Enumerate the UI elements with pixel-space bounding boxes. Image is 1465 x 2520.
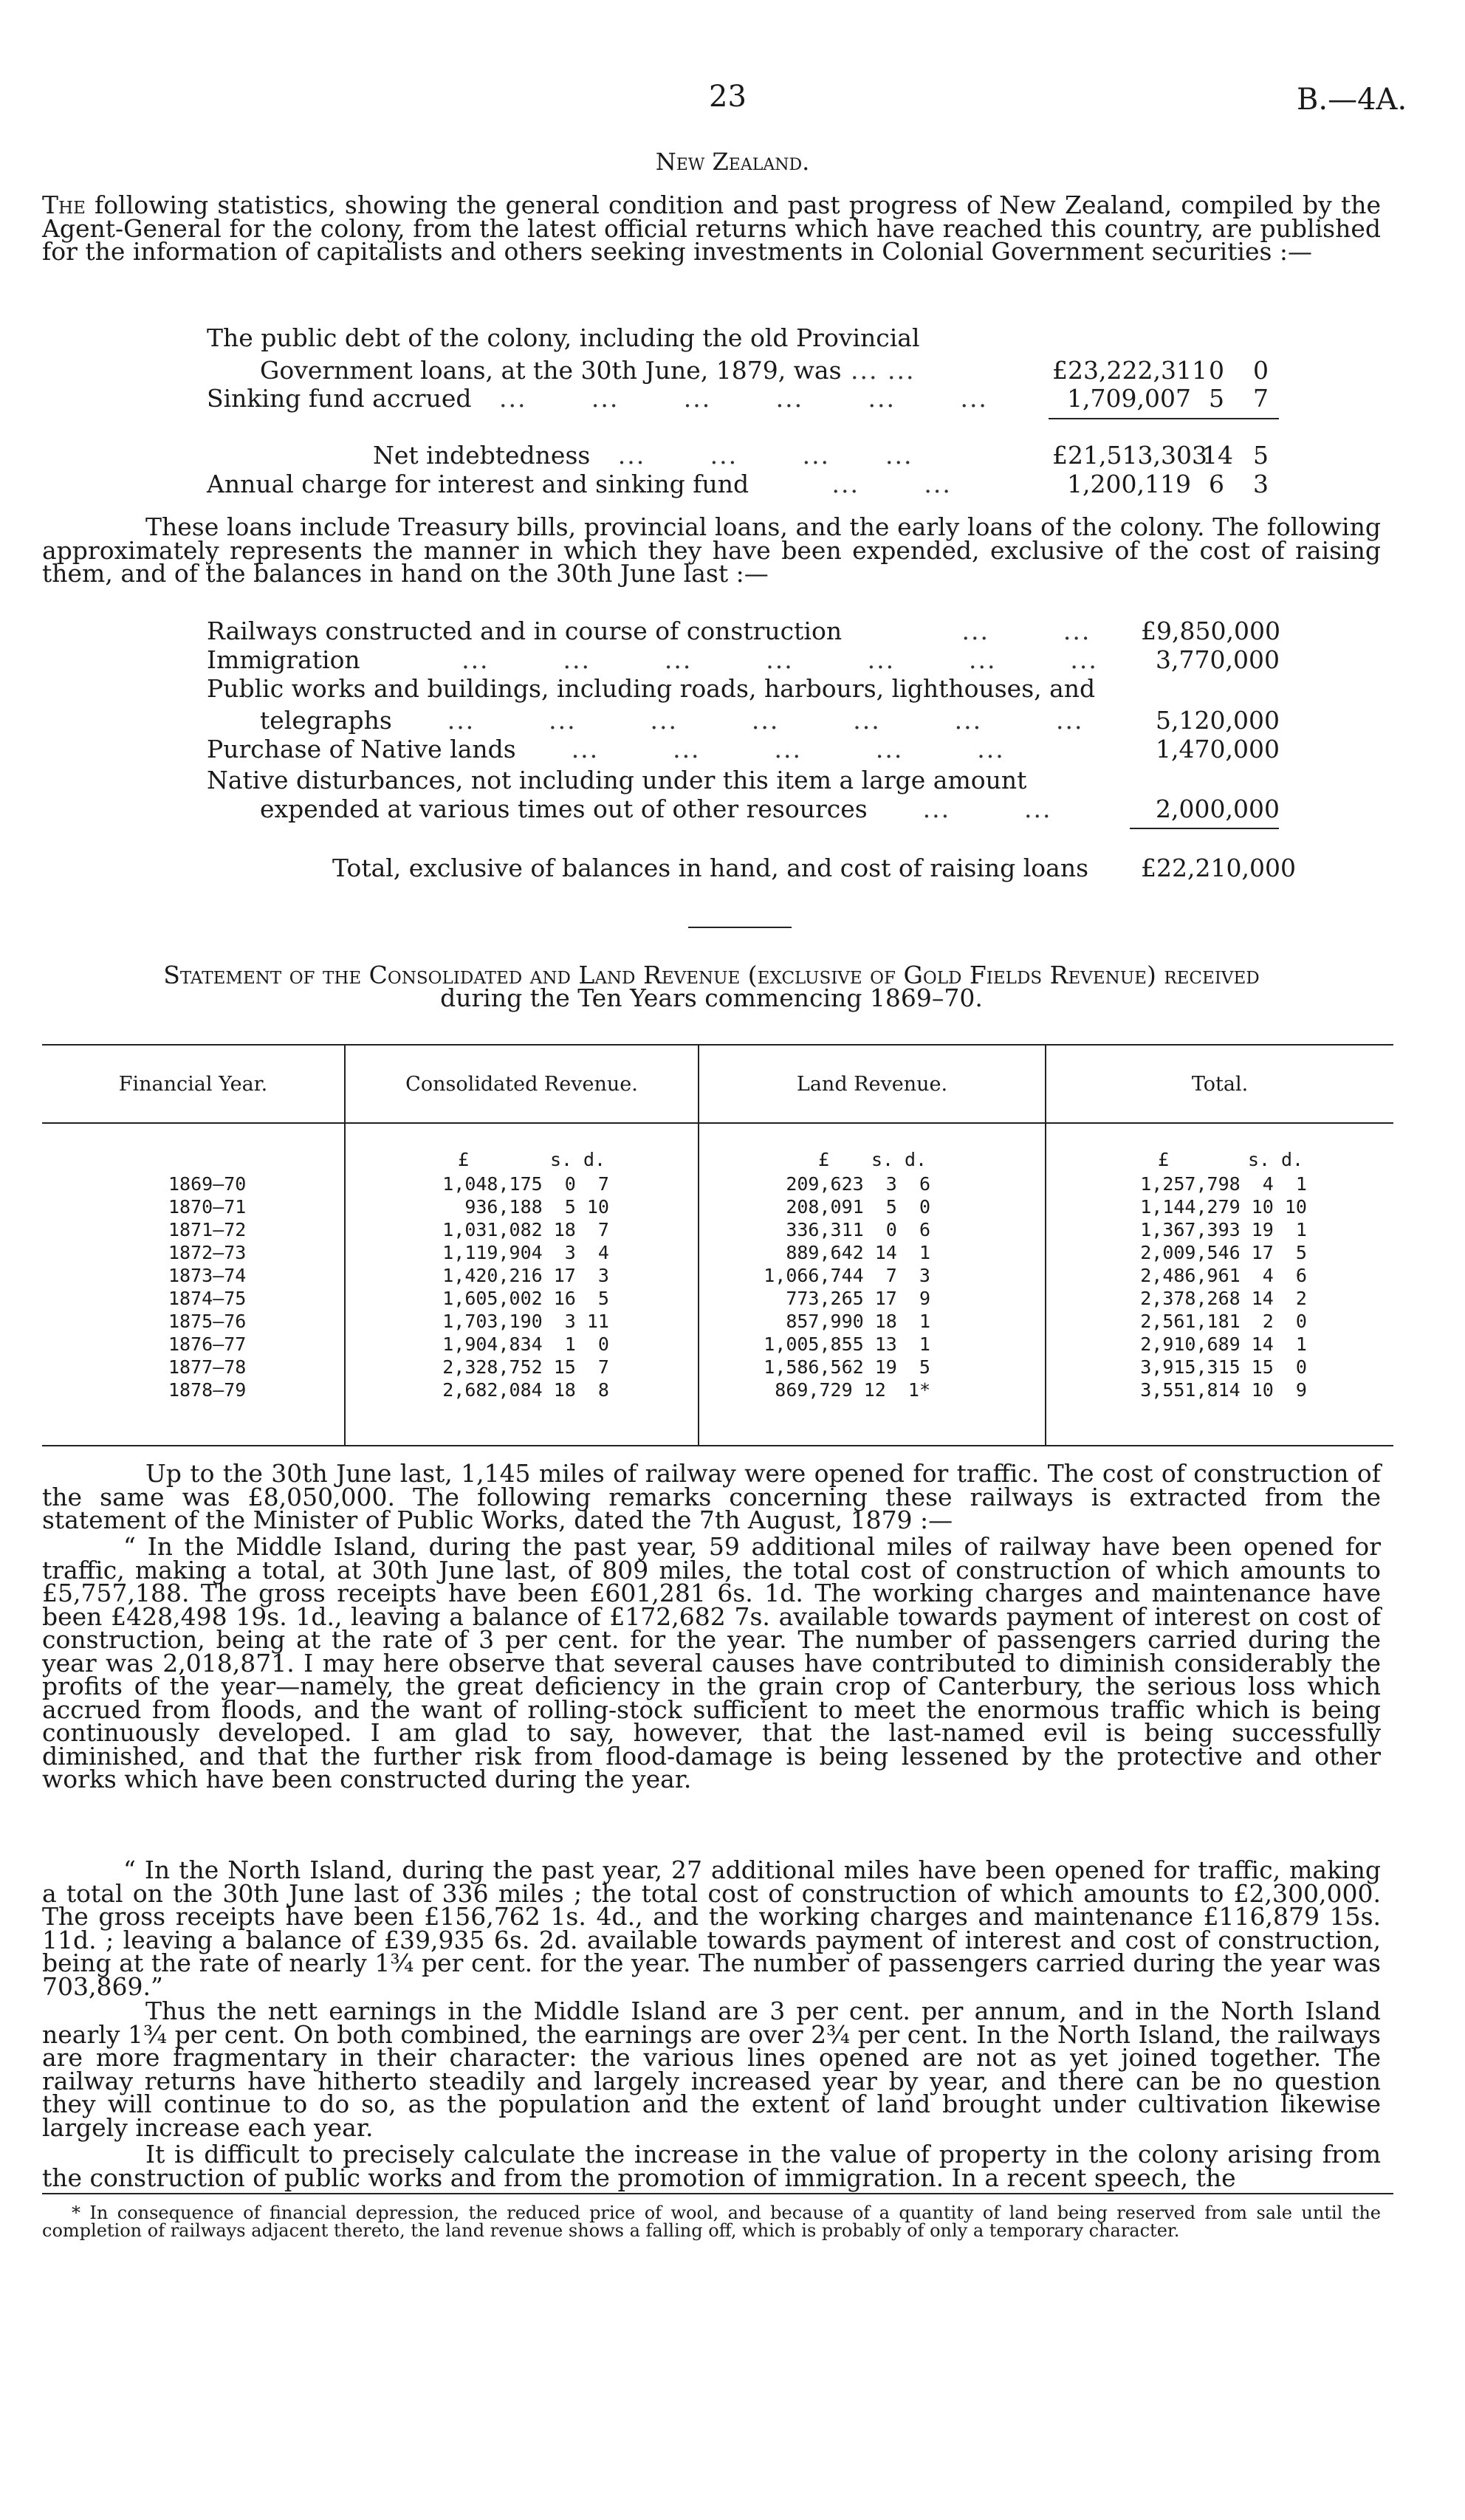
table-cell-land: 889,642 14 1 [786, 1242, 930, 1263]
net-indebtedness: Net indebtedness ... ... ... ... [373, 441, 913, 470]
annual-charge: Annual charge for interest and sinking fund ... ... [207, 470, 952, 498]
exp-public-works-b-label: telegraphs [260, 706, 392, 735]
table-cell-year: 1873–74 [168, 1265, 247, 1286]
table-cell-land: 208,091 5 0 [786, 1196, 930, 1218]
debt-line-2: Sinking fund accrued ... ... ... ... ... ... [207, 384, 988, 413]
statement-title-line-1: Statement of the Consolidated and Land Revenue (exclusive of Gold Fields Revenue) received [163, 961, 1260, 989]
exp-total-label: Total, exclusive of balances in hand, and cost of raising loans [332, 854, 1089, 882]
debt-line-1b: Government loans, at the 30th June, 1879, was ... ... [260, 356, 916, 385]
net-amount: £21,513,303 [1052, 441, 1207, 470]
earnings-paragraph: Thus the nett earnings in the Middle Island are 3 per cent. per annum, and in the North Island nearly 1¾ per cent. On both combined, the earnings are over 2¾ per cent. In the North Island, the railways are more fragmentary in their character: the various lines opened are not as yet joined together. The railway returns have hitherto steadily and largely increased year by year, and there can be no question they will continue to do so, as the population and the extent of land brought under cultivation likewise largely increase each year. [42, 1997, 1381, 2142]
middle-island-quote: “ In the Middle Island, during the past year, 59 additional miles of railway have been opened for traffic, making a total, at 30th June last, of 809 miles, the total cost of construction of which amounts to £5,757,188. The gross receipts have been £601,281 6s. 1d. The working charges and maintenance have been £428,498 19s. 1d., leaving a balance of £172,682 7s. available towards payment of interest on cost of construction, being at the rate of 3 per cent. for the year. The number of passengers carried during the year was 2,018,871. I may here observe that several causes have contributed to diminish considerably the profits of the year—namely, the great deficiency in the grain crop of Canterbury, the serious loss which accrued from floods, and the want of rolling-stock sufficient to meet the enormous traffic which is being continuously developed. I am glad to say, however, that the last-named evil is being successfully diminished, and that the further risk from flood-damage is being lessened by the protective and other works which have been constructed during the year. [42, 1532, 1381, 1793]
table-cell-cons: 1,031,082 18 7 [442, 1219, 609, 1240]
table-cell-total: 2,009,546 17 5 [1140, 1242, 1307, 1263]
intro-paragraph [42, 190, 1381, 266]
table-cell-cons: 1,703,190 3 11 [442, 1311, 609, 1332]
exp-native-lands: Purchase of Native lands ... ... ... ... ... [207, 735, 1005, 763]
annual-s: 6 [1209, 470, 1224, 498]
table-cell-total: 3,915,315 15 0 [1140, 1356, 1307, 1378]
debt-line-1b-label: Government loans, at the 30th June, 1879, was [260, 356, 842, 385]
table-cell-year: 1875–76 [168, 1311, 247, 1332]
expenditure-rule [1130, 828, 1279, 829]
railway-paragraph-1: Up to the 30th June last, 1,145 miles of railway were opened for traffic. The cost of construction of the same was £8,050,000. The following remarks concerning these railways is extracted from the statement of the Minister of Public Works, dated the 7th August, 1879 :— [42, 1459, 1381, 1534]
exp-native-dist-b-label: expended at various times out of other resources [260, 794, 868, 823]
land-unit-pound: £ [818, 1149, 830, 1170]
table-cell-year: 1871–72 [168, 1219, 247, 1240]
statement-title-line-2: during the Ten Years commencing 1869–70. [440, 983, 983, 1012]
land-unit-d: d. [905, 1149, 927, 1170]
exp-native-dist-a: Native disturbances, not including under this item a large amount [207, 766, 1027, 794]
table-cell-cons: 1,904,834 1 0 [442, 1333, 609, 1355]
cons-unit-pound: £ [458, 1149, 470, 1170]
table-top-rule [42, 1044, 1393, 1046]
net-indebtedness-label: Net indebtedness [373, 441, 591, 470]
exp-native-dist-amount: 2,000,000 [1156, 794, 1280, 823]
table-cell-land: 773,265 17 9 [786, 1288, 930, 1309]
net-s: 14 [1202, 441, 1233, 470]
annual-d: 3 [1253, 470, 1269, 498]
table-cell-land: 1,586,562 19 5 [764, 1356, 930, 1378]
table-cell-land: 1,005,855 13 1 [764, 1333, 930, 1355]
exp-railways-label: Railways constructed and in course of construction [207, 617, 843, 645]
debt-line-1-amount: £23,222,311 [1052, 356, 1207, 385]
cons-unit-s: s. [550, 1149, 573, 1170]
total-unit-s: s. [1248, 1149, 1271, 1170]
table-cell-land: 336,311 0 6 [786, 1219, 930, 1240]
col-header-consolidated: Consolidated Revenue. [405, 1073, 638, 1096]
table-cell-total: 1,367,393 19 1 [1140, 1219, 1307, 1240]
footnote-rule [42, 2193, 1393, 2194]
exp-public-works-amount: 5,120,000 [1156, 706, 1280, 735]
table-col-rule-2 [698, 1044, 699, 1446]
table-cell-total: 2,561,181 2 0 [1140, 1311, 1307, 1332]
debt-line-2-s: 5 [1209, 384, 1224, 413]
page-title: New Zealand. [655, 148, 810, 176]
exp-native-dist-b: expended at various times out of other resources ... ... [260, 794, 1052, 823]
total-unit-pound: £ [1158, 1149, 1170, 1170]
table-bottom-rule [42, 1445, 1393, 1446]
table-cell-year: 1869–70 [168, 1173, 247, 1195]
table-cell-cons: 936,188 5 10 [442, 1196, 609, 1218]
table-cell-total: 2,378,268 14 2 [1140, 1288, 1307, 1309]
exp-immigration: Immigration ... ... ... ... ... ... ... [207, 645, 1098, 674]
net-d: 5 [1253, 441, 1269, 470]
exp-railways: Railways constructed and in course of construction ... ... [207, 617, 1091, 645]
table-cell-cons: 1,119,904 3 4 [442, 1242, 609, 1263]
intro-lead: The [42, 190, 86, 219]
table-cell-total: 2,486,961 4 6 [1140, 1265, 1307, 1286]
page-number: 23 [709, 80, 747, 114]
table-cell-total: 1,144,279 10 10 [1140, 1196, 1307, 1218]
land-unit-s: s. [871, 1149, 894, 1170]
annual-amount: 1,200,119 [1067, 470, 1191, 498]
exp-public-works-b: telegraphs ... ... ... ... ... ... ... [260, 706, 1084, 735]
statement-title [42, 961, 1381, 1012]
loans-paragraph: These loans include Treasury bills, provincial loans, and the early loans of the colony. The following approximately represents the manner in which they have been expended, exclusive of the cost of raising them, and of the balances in hand on the 30th June last :— [42, 512, 1381, 588]
intro-text: following statistics, showing the general condition and past progress of New Zealand, compiled by the Agent-General for the colony, from the latest official returns which have reached this country, are published for the information of capitalists and others seeking investments in Colonial Government securities :— [42, 190, 1381, 266]
debt-line-2-d: 7 [1253, 384, 1269, 413]
debt-rule [1049, 418, 1279, 419]
total-unit-d: d. [1281, 1149, 1304, 1170]
footnote: * In consequence of financial depression, the reduced price of wool, and because of a quantity of land being reserved from sale until the completion of railways adjacent thereto, the land revenue shows a falling off, which is probably of only a temporary character. [42, 2203, 1381, 2241]
table-cell-cons: 2,682,084 18 8 [442, 1379, 609, 1401]
table-cell-cons: 2,328,752 15 7 [442, 1356, 609, 1378]
table-header-rule [42, 1122, 1393, 1124]
exp-railways-amount: £9,850,000 [1141, 617, 1280, 645]
property-paragraph: It is difficult to precisely calculate the increase in the value of property in the colony arising from the construction of public works and from the promotion of immigration. In a recent speech, the [42, 2140, 1381, 2192]
cons-unit-d: d. [583, 1149, 606, 1170]
table-col-rule-3 [1045, 1044, 1046, 1446]
table-cell-land: 857,990 18 1 [786, 1311, 930, 1332]
debt-line-2-label: Sinking fund accrued [207, 384, 472, 413]
table-cell-year: 1877–78 [168, 1356, 247, 1378]
table-cell-cons: 1,605,002 16 5 [442, 1288, 609, 1309]
exp-total-amount: £22,210,000 [1141, 854, 1296, 882]
table-cell-cons: 1,420,216 17 3 [442, 1265, 609, 1286]
table-cell-year: 1878–79 [168, 1379, 247, 1401]
table-col-rule-1 [344, 1044, 346, 1446]
debt-line-1-d: 0 [1253, 356, 1269, 385]
exp-native-lands-label: Purchase of Native lands [207, 735, 516, 763]
col-header-year: Financial Year. [118, 1073, 268, 1096]
table-cell-year: 1876–77 [168, 1333, 247, 1355]
col-header-total: Total. [1191, 1073, 1249, 1096]
table-cell-year: 1872–73 [168, 1242, 247, 1263]
north-island-quote: “ In the North Island, during the past year, 27 additional miles have been opened for traffic, making a total on the 30th June last of 336 miles ; the total cost of construction of which amounts to £2,300,000. The gross receipts have been £156,762 1s. 4d., and the working charges and maintenance £116,879 15s. 11d. ; leaving a balance of £39,935 6s. 2d. available towards payment of interest and cost of construction, being at the rate of nearly 1¾ per cent. for the year. The number of passengers carried during the year was 703,869.” [42, 1855, 1381, 2001]
document-reference: B.—4A. [1297, 83, 1407, 117]
table-cell-total: 3,551,814 10 9 [1140, 1379, 1307, 1401]
col-header-land: Land Revenue. [796, 1073, 948, 1096]
debt-line-1-s: 0 [1209, 356, 1224, 385]
table-cell-land: 869,729 12 1* [775, 1379, 930, 1401]
debt-line-2-amount: 1,709,007 [1067, 384, 1191, 413]
exp-immigration-amount: 3,770,000 [1156, 645, 1280, 674]
section-divider [688, 927, 792, 928]
exp-immigration-label: Immigration [207, 645, 360, 674]
table-cell-land: 209,623 3 6 [786, 1173, 930, 1195]
table-cell-cons: 1,048,175 0 7 [442, 1173, 609, 1195]
exp-public-works-a: Public works and buildings, including roads, harbours, lighthouses, and [207, 674, 1096, 703]
debt-line-1a: The public debt of the colony, including the old Provincial [207, 323, 920, 352]
table-cell-year: 1870–71 [168, 1196, 247, 1218]
exp-native-lands-amount: 1,470,000 [1156, 735, 1280, 763]
table-cell-total: 1,257,798 4 1 [1140, 1173, 1307, 1195]
table-cell-year: 1874–75 [168, 1288, 247, 1309]
annual-charge-label: Annual charge for interest and sinking fund [207, 470, 749, 498]
table-cell-total: 2,910,689 14 1 [1140, 1333, 1307, 1355]
table-cell-land: 1,066,744 7 3 [764, 1265, 930, 1286]
